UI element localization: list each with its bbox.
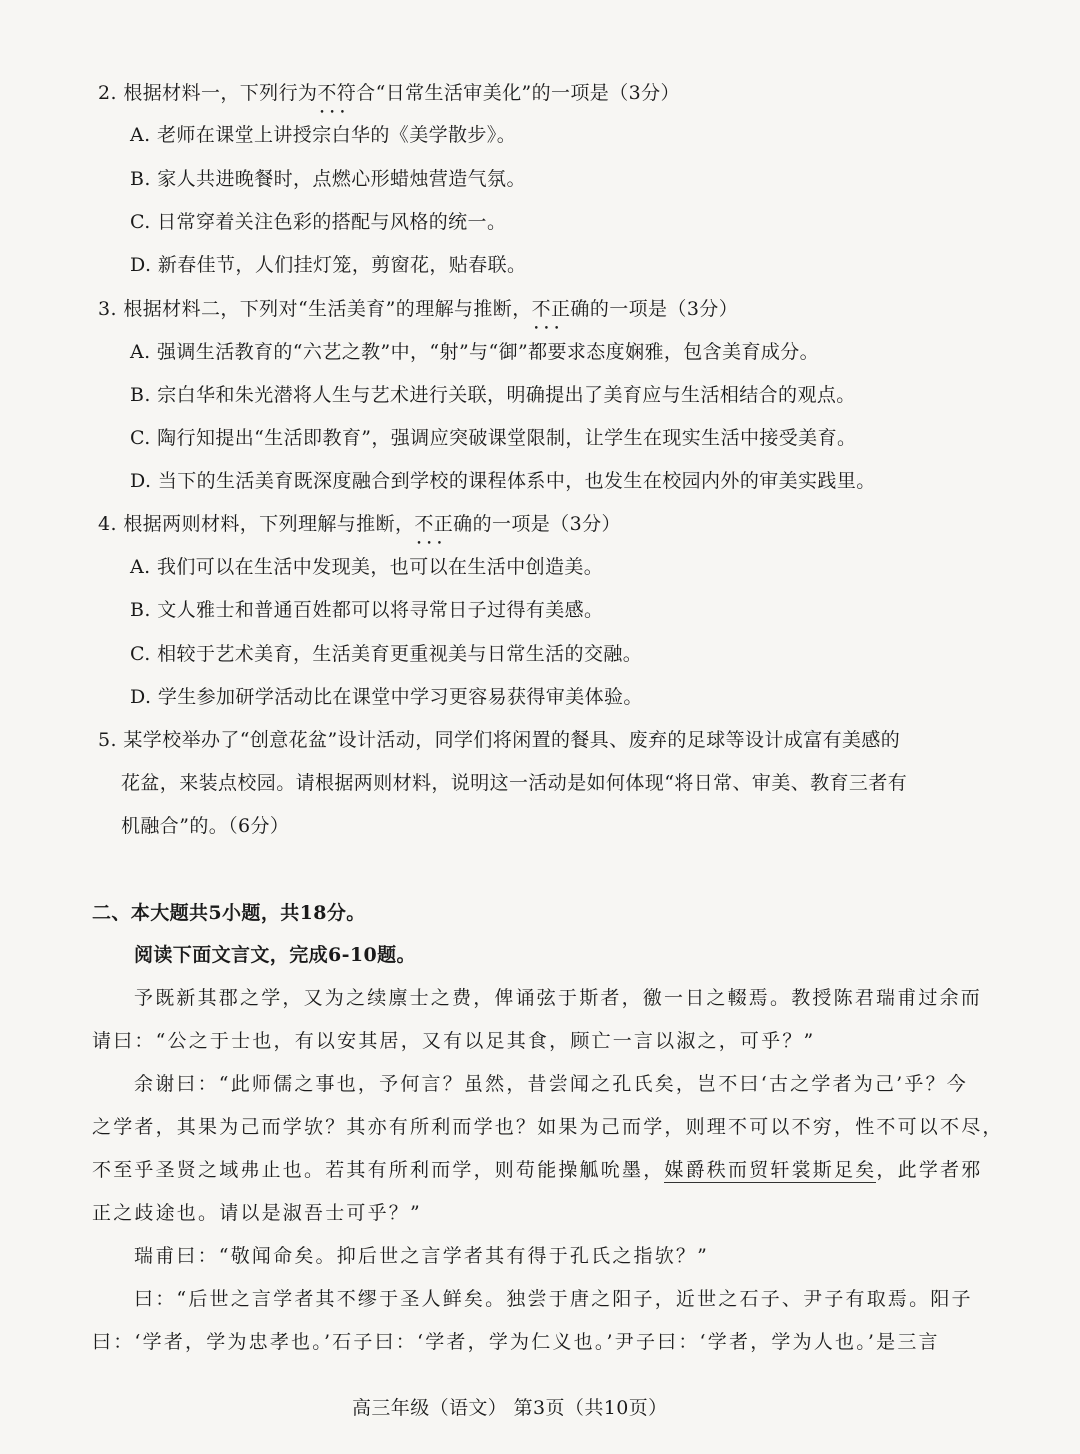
q4-option-b: B. 文人雅士和普通百姓都可以将寻常日子过得有美感。 [130, 599, 604, 621]
q5-line-2: 花盆，来装点校园。请根据两则材料，说明这一活动是如何体现“将日常、审美、教育三者有 [121, 772, 908, 794]
passage-p2-line-2: 之学者，其果为己而学欤？其亦有所利而学也？如果为己而学，则理不可以不穷，性不可以不尽， [92, 1116, 1004, 1138]
passage-p1-line-2: 请曰：“公之于士也，有以安其居，又有以足其食，顾亡一言以淑之，可乎？” [92, 1030, 816, 1052]
q4-option-d: D. 学生参加研学活动比在课堂中学习更容易获得审美体验。 [130, 686, 643, 708]
q3-stem [98, 295, 738, 323]
q3-stem-emphasis: 不正确 • • • [532, 295, 590, 323]
page-footer: 高三年级（语文） 第3页（共10页） [352, 1397, 668, 1419]
q4-stem-text-end: 的一项是（3分） [472, 513, 621, 535]
q5-line-3: 机融合”的。（6分） [121, 815, 290, 837]
q2-stem-text-end: “日常生活审美化”的一项是（3分） [375, 82, 680, 104]
q3-option-d: D. 当下的生活美育既深度融合到学校的课程体系中，也发生在校园内外的审美实践里。 [130, 470, 876, 492]
section-2-heading: 二、本大题共5小题，共18分。 [92, 902, 366, 924]
q3-option-b: B. 宗白华和朱光潜将人生与艺术进行关联，明确提出了美育应与生活相结合的观点。 [130, 384, 856, 406]
q2-option-d: D. 新春佳节，人们挂灯笼，剪窗花，贴春联。 [130, 254, 527, 276]
q4-option-a: A. 我们可以在生活中发现美，也可以在生活中创造美。 [130, 556, 604, 578]
q2-stem [98, 79, 680, 107]
passage-p4-line-2: 曰：‘学者，学为忠孝也。’石子曰：‘学者，学为仁义也。’尹子曰：‘学者，学为人也。’是三言 [92, 1331, 940, 1353]
q2-option-a: A. 老师在课堂上讲授宗白华的《美学散步》。 [130, 124, 517, 146]
q4-stem [98, 510, 621, 538]
q2-option-b: B. 家人共进晚餐时，点燃心形蜡烛营造气氛。 [130, 168, 526, 190]
passage-p2-line-3 [92, 1156, 982, 1184]
q3-option-a: A. 强调生活教育的“六艺之教”中，“射”与“御”都要求态度娴雅，包含美育成分。 [130, 341, 820, 363]
q2-stem-emphasis: 不符合 • • • [317, 79, 375, 107]
q3-stem-text: 3. 根据材料二，下列对“生活美育”的理解与推断， [98, 298, 532, 320]
q3-stem-text-end: 的一项是（3分） [589, 298, 739, 320]
q4-option-c: C. 相较于艺术美育，生活美育更重视美与日常生活的交融。 [130, 643, 643, 665]
q2-stem-text: 2. 根据材料一，下列行为 [98, 82, 318, 104]
q5-line-1: 5. 某学校举办了“创意花盆”设计活动，同学们将闲置的餐具、废弃的足球等设计成富有美感的 [98, 729, 901, 751]
passage-p2-line-1: 余谢曰：“此师儒之事也，予何言？虽然，昔尝闻之孔氏矣，岂不曰‘古之学者为己’乎？今 [134, 1073, 968, 1095]
q2-option-c: C. 日常穿着关注色彩的搭配与风格的统一。 [130, 211, 507, 233]
passage-p1-line-1: 予既新其郡之学，又为之续廪士之费，俾诵弦于斯者，徼一日之輟焉。教授陈君瑞甫过余而 [134, 987, 983, 1009]
q3-option-c: C. 陶行知提出“生活即教育”，强调应突破课堂限制，让学生在现实生活中接受美育。 [130, 427, 857, 449]
q4-stem-text: 4. 根据两则材料，下列理解与推断， [98, 513, 415, 535]
passage-p3: 瑞甫曰：“敬闻命矣。抑后世之言学者其有得于孔氏之指欤？” [134, 1245, 710, 1267]
passage-p2-line-4: 正之歧途也。请以是淑吾士可乎？” [92, 1202, 422, 1224]
passage-p2-line-3-end: ，此学者邪 [876, 1159, 983, 1181]
q4-stem-emphasis: 不正确 • • • [414, 510, 472, 538]
underlined-sentence: 媒爵秩而贸轩裳斯足矣 [664, 1159, 877, 1181]
passage-p2-line-3-text: 不至乎圣贤之域弗止也。若其有所利而学，则苟能操觚吮墨， [92, 1159, 665, 1181]
passage-p4-line-1: 曰：“后世之言学者其不缪于圣人鲜矣。独尝于唐之阳子，近世之石子、尹子有取焉。阳子 [134, 1288, 973, 1310]
section-2-instruction: 阅读下面文言文，完成6-10题。 [134, 944, 416, 966]
